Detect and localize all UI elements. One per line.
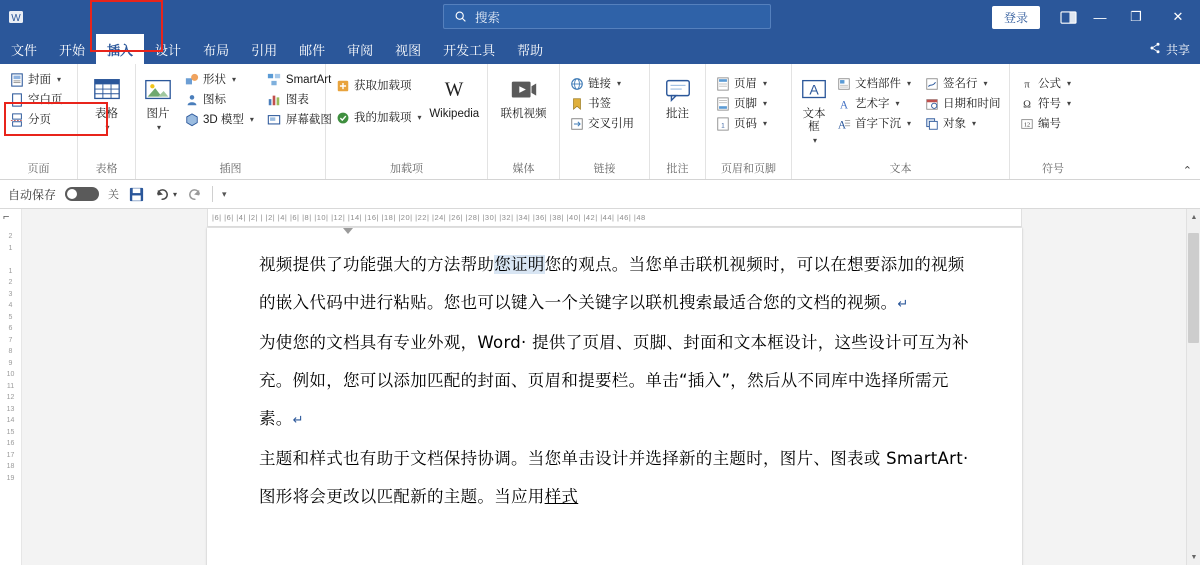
title-bar bbox=[0, 0, 1200, 34]
comment-icon bbox=[662, 74, 694, 106]
chevron-down-icon[interactable]: ▾ bbox=[907, 78, 912, 88]
number-icon bbox=[1019, 116, 1034, 131]
comment-button[interactable] bbox=[656, 70, 699, 121]
tab-insert[interactable]: 插入 bbox=[96, 34, 144, 64]
blank-page-icon bbox=[9, 92, 24, 107]
text-box-button[interactable] bbox=[798, 70, 830, 145]
quick-parts-icon bbox=[836, 76, 851, 91]
page-break-button[interactable] bbox=[6, 110, 66, 129]
signature-line-button[interactable] bbox=[921, 74, 1004, 93]
autosave-state: 关 bbox=[108, 189, 120, 201]
table-label: 表格 bbox=[95, 108, 118, 120]
undo-icon[interactable] bbox=[154, 187, 177, 202]
ribbon bbox=[0, 64, 1200, 180]
sign-in-button[interactable]: 登录 bbox=[992, 6, 1040, 29]
toolbar-divider bbox=[212, 186, 213, 202]
group-label-pages: 页面 bbox=[27, 163, 50, 175]
page-number-button[interactable] bbox=[712, 114, 770, 133]
chevron-down-icon[interactable]: ▾ bbox=[972, 118, 977, 128]
tab-developer[interactable]: 开发工具 bbox=[443, 42, 496, 58]
link-label: 链接 bbox=[588, 77, 611, 90]
page-break-label: 分页 bbox=[28, 113, 51, 126]
object-label: 对象 bbox=[943, 117, 967, 130]
page-number-icon bbox=[715, 116, 730, 131]
tab-stop-icon[interactable]: ⌐ bbox=[3, 211, 10, 223]
number-label: 编号 bbox=[1038, 117, 1061, 130]
chart-icon bbox=[267, 92, 282, 107]
group-label-media: 媒体 bbox=[512, 163, 535, 175]
tab-home[interactable]: 开始 bbox=[59, 42, 86, 58]
group-label-text: 文本 bbox=[889, 163, 912, 175]
equation-label: 公式 bbox=[1038, 77, 1061, 90]
blank-page-label: 空白页 bbox=[28, 93, 63, 106]
svg-text:A: A bbox=[837, 118, 846, 131]
group-label-symbols: 符号 bbox=[1042, 163, 1064, 175]
group-label-comments: 批注 bbox=[666, 163, 689, 175]
word-logo-icon bbox=[8, 9, 24, 25]
page-number-label: 页码 bbox=[734, 117, 757, 130]
tab-file[interactable]: 文件 bbox=[11, 42, 38, 58]
svg-text:W: W bbox=[11, 13, 21, 24]
text-box-label: 文本框 bbox=[802, 108, 826, 133]
svg-text:W: W bbox=[444, 78, 464, 101]
search-icon bbox=[454, 10, 467, 23]
chevron-down-icon[interactable]: ▾ bbox=[895, 98, 900, 108]
chevron-down-icon[interactable]: ▾ bbox=[763, 78, 768, 88]
minimize-button[interactable]: — bbox=[1093, 9, 1107, 25]
wikipedia-icon bbox=[438, 74, 470, 106]
paragraph-3[interactable]: 主题和样式也有助于文档保持协调。当您单击设计并选择新的主题时，图片、图表或 SmartArt· 图形将会更改以匹配新的主题。当应用样式 bbox=[259, 449, 969, 506]
icons-icon bbox=[184, 92, 199, 107]
my-addins-button[interactable] bbox=[332, 108, 425, 127]
cross-reference-icon bbox=[569, 116, 584, 131]
share-button[interactable] bbox=[1149, 34, 1190, 64]
tab-help[interactable]: 帮助 bbox=[517, 42, 544, 58]
share-label: 共享 bbox=[1165, 42, 1190, 57]
account-icon[interactable] bbox=[1052, 0, 1084, 34]
object-button[interactable] bbox=[921, 114, 1004, 133]
tab-review[interactable]: 审阅 bbox=[347, 42, 374, 58]
chevron-down-icon[interactable]: ▾ bbox=[232, 74, 237, 84]
model3d-button[interactable] bbox=[181, 110, 257, 129]
scroll-down-icon[interactable]: ▼ bbox=[1190, 553, 1198, 561]
chevron-down-icon[interactable]: ▾ bbox=[812, 136, 817, 145]
wikipedia-label: Wikipedia bbox=[429, 108, 480, 120]
page-scroll-region bbox=[22, 209, 1200, 565]
collapse-ribbon-icon[interactable]: ⌃ bbox=[1182, 165, 1192, 177]
chevron-down-icon[interactable]: ▾ bbox=[763, 118, 768, 128]
equation-button[interactable] bbox=[1016, 74, 1074, 93]
link-icon bbox=[569, 76, 584, 91]
ribbon-tab-bar bbox=[0, 34, 1200, 64]
page-break-icon bbox=[9, 112, 24, 127]
table-button[interactable] bbox=[84, 70, 129, 132]
quick-access-left bbox=[0, 9, 158, 25]
ribbon-group-pages bbox=[0, 64, 78, 179]
object-icon bbox=[924, 116, 939, 131]
indent-marker-icon bbox=[343, 228, 353, 234]
header-button[interactable] bbox=[712, 74, 770, 93]
restore-button[interactable]: ❐ bbox=[1130, 9, 1142, 24]
date-time-label: 日期和时间 bbox=[943, 97, 1001, 110]
chevron-down-icon[interactable]: ▾ bbox=[907, 118, 912, 128]
footer-icon bbox=[715, 96, 730, 111]
screenshot-icon bbox=[267, 112, 282, 127]
smartart-label: SmartArt bbox=[285, 73, 332, 86]
search-placeholder-text: 搜索 bbox=[475, 10, 501, 25]
header-icon bbox=[715, 76, 730, 91]
quick-parts-button[interactable] bbox=[833, 74, 914, 93]
svg-text:Ω: Ω bbox=[1022, 99, 1031, 110]
document-text[interactable] bbox=[207, 246, 1022, 516]
tab-view[interactable]: 视图 bbox=[395, 42, 422, 58]
ribbon-group-illustrations bbox=[136, 64, 332, 179]
chevron-down-icon[interactable]: ▾ bbox=[57, 74, 62, 84]
pictures-button[interactable] bbox=[142, 70, 174, 132]
scrollbar-thumb[interactable] bbox=[1188, 233, 1199, 343]
cross-reference-label: 交叉引用 bbox=[588, 117, 634, 130]
ribbon-group-links bbox=[560, 64, 650, 179]
ribbon-group-media bbox=[488, 64, 560, 179]
bookmark-button[interactable] bbox=[566, 94, 637, 113]
drop-cap-button[interactable] bbox=[833, 114, 914, 133]
ribbon-group-addins bbox=[326, 64, 488, 179]
wordart-label: 艺术字 bbox=[855, 97, 890, 110]
group-label-addins: 加载项 bbox=[390, 163, 423, 175]
comment-label: 批注 bbox=[666, 108, 689, 120]
search-input[interactable] bbox=[443, 4, 771, 29]
underlined-text: 样式 bbox=[544, 487, 579, 506]
tab-design[interactable]: 设计 bbox=[155, 42, 182, 58]
ribbon-group-header-footer bbox=[706, 64, 792, 179]
icons-label: 图标 bbox=[203, 93, 226, 106]
svg-text:1: 1 bbox=[720, 122, 725, 129]
ribbon-group-symbols bbox=[1010, 64, 1096, 179]
group-label-links: 链接 bbox=[593, 163, 616, 175]
group-label-illustrations: 插图 bbox=[219, 163, 242, 175]
group-label-header-footer: 页眉和页脚 bbox=[721, 163, 776, 175]
get-addins-label: 获取加载项 bbox=[354, 79, 412, 92]
chevron-down-icon[interactable]: ▾ bbox=[983, 78, 988, 88]
get-addins-button[interactable] bbox=[332, 76, 425, 95]
document-page[interactable] bbox=[207, 228, 1022, 565]
horizontal-ruler[interactable]: |6| |6| |4| |2| | |2| |4| |6| |8| |10| |12| |14| |16| |18| |20| |22| |24| |26| |28| |30| |32| |34| |36| |38| |40| |42| |44| |46| |48 bbox=[207, 209, 1022, 227]
tab-layout[interactable]: 布局 bbox=[203, 42, 230, 58]
cross-reference-button[interactable] bbox=[566, 114, 637, 133]
vertical-ruler-ticks: 2 1 1 2 3 4 5 6 7 8 9 10 11 12 13 14 15 16 17 18 19 bbox=[6, 233, 15, 482]
autosave-label: 自动保存 bbox=[8, 187, 57, 202]
close-button[interactable]: ✕ bbox=[1172, 9, 1184, 24]
symbol-label: 符号 bbox=[1038, 97, 1061, 110]
shapes-icon bbox=[184, 72, 199, 87]
footer-button[interactable] bbox=[712, 94, 770, 113]
model3d-label: 3D 模型 bbox=[203, 113, 244, 126]
bookmark-label: 书签 bbox=[588, 97, 611, 110]
ribbon-group-text bbox=[792, 64, 1010, 179]
picture-icon bbox=[142, 74, 174, 106]
wordart-button[interactable] bbox=[833, 94, 914, 113]
my-addins-icon bbox=[335, 110, 350, 125]
blank-page-button[interactable] bbox=[6, 90, 66, 109]
link-button[interactable] bbox=[566, 74, 637, 93]
chevron-down-icon[interactable]: ▾ bbox=[617, 78, 622, 88]
text-box-icon bbox=[798, 74, 830, 106]
document-area bbox=[0, 209, 1200, 565]
tab-references[interactable]: 引用 bbox=[251, 42, 278, 58]
paragraph-mark-icon: ↵ bbox=[897, 297, 909, 312]
number-button[interactable] bbox=[1016, 114, 1074, 133]
model3d-icon bbox=[184, 112, 199, 127]
svg-text:12: 12 bbox=[1023, 122, 1030, 129]
my-addins-label: 我的加载项 bbox=[354, 111, 412, 124]
drop-cap-label: 首字下沉 bbox=[855, 117, 901, 130]
chevron-down-icon[interactable]: ▾ bbox=[1067, 98, 1072, 108]
customize-quick-access-icon[interactable]: ▾ bbox=[222, 188, 227, 199]
symbol-icon bbox=[1019, 96, 1034, 111]
tab-mailings[interactable]: 邮件 bbox=[299, 42, 326, 58]
ribbon-group-comments bbox=[650, 64, 706, 179]
shapes-button[interactable] bbox=[181, 70, 257, 89]
quick-parts-label: 文档部件 bbox=[855, 77, 901, 90]
svg-text:A: A bbox=[809, 81, 819, 98]
wikipedia-button[interactable] bbox=[428, 70, 481, 121]
paragraph-1[interactable]: 视频提供了功能强大的方法帮助您证明您的观点。当您单击联机视频时，可以在想要添加的视频的嵌入代码中进行粘贴。您也可以键入一个关键字以联机搜索最适合您的文档的视频。↵ bbox=[259, 255, 965, 312]
signature-line-icon bbox=[924, 76, 939, 91]
date-time-button[interactable] bbox=[921, 94, 1004, 113]
date-time-icon bbox=[924, 96, 939, 111]
get-addins-icon bbox=[335, 78, 350, 93]
wordart-icon bbox=[836, 96, 851, 111]
bookmark-icon bbox=[569, 96, 584, 111]
svg-text:A: A bbox=[839, 98, 848, 111]
chart-label: 图表 bbox=[285, 93, 309, 106]
table-icon bbox=[91, 74, 123, 106]
share-icon bbox=[1149, 42, 1161, 57]
online-video-label: 联机视频 bbox=[500, 108, 547, 120]
chevron-down-icon[interactable]: ▾ bbox=[105, 123, 110, 132]
chevron-down-icon[interactable]: ▾ bbox=[249, 114, 254, 124]
vertical-scrollbar[interactable] bbox=[1186, 209, 1200, 565]
chevron-down-icon[interactable]: ▾ bbox=[763, 98, 768, 108]
online-video-icon bbox=[508, 74, 540, 106]
shapes-label: 形状 bbox=[203, 73, 226, 86]
scroll-up-icon[interactable]: ▲ bbox=[1190, 213, 1198, 221]
chevron-down-icon[interactable]: ▾ bbox=[417, 112, 422, 122]
smartart-icon bbox=[267, 72, 282, 87]
paragraph-2[interactable]: 为使您的文档具有专业外观，Word· 提供了页眉、页脚、封面和文本框设计，这些设计可互为补充。例如，您可以添加匹配的封面、页眉和提要栏。单击“插入”，然后从不同库中选择所需元素。↵ bbox=[259, 333, 969, 428]
quick-access-toolbar bbox=[0, 180, 1200, 209]
vertical-ruler bbox=[0, 209, 22, 565]
window-controls bbox=[992, 0, 1200, 34]
footer-label: 页脚 bbox=[734, 97, 757, 110]
chevron-down-icon[interactable]: ▾ bbox=[173, 189, 178, 199]
pictures-label: 图片 bbox=[146, 108, 170, 120]
redo-icon[interactable] bbox=[186, 187, 203, 202]
header-label: 页眉 bbox=[734, 77, 757, 90]
cover-page-icon bbox=[9, 72, 24, 87]
chevron-down-icon[interactable]: ▾ bbox=[156, 123, 161, 132]
symbol-button[interactable] bbox=[1016, 94, 1074, 113]
screenshot-label: 屏幕截图 bbox=[285, 113, 332, 126]
autosave-toggle[interactable] bbox=[65, 187, 99, 201]
icons-button[interactable] bbox=[181, 90, 257, 109]
equation-icon bbox=[1019, 76, 1034, 91]
cover-page-button[interactable] bbox=[6, 70, 66, 89]
chevron-down-icon[interactable]: ▾ bbox=[1067, 78, 1072, 88]
selected-text: 您证明 bbox=[494, 255, 545, 274]
paragraph-mark-icon: ↵ bbox=[292, 413, 304, 428]
signature-line-label: 签名行 bbox=[943, 77, 978, 90]
cover-page-label: 封面 bbox=[28, 73, 51, 86]
drop-cap-icon bbox=[836, 116, 851, 131]
svg-text:π: π bbox=[1023, 79, 1030, 90]
ribbon-group-table bbox=[78, 64, 136, 179]
group-label-table: 表格 bbox=[95, 163, 118, 175]
online-video-button[interactable] bbox=[494, 70, 553, 121]
save-icon[interactable] bbox=[128, 186, 145, 203]
